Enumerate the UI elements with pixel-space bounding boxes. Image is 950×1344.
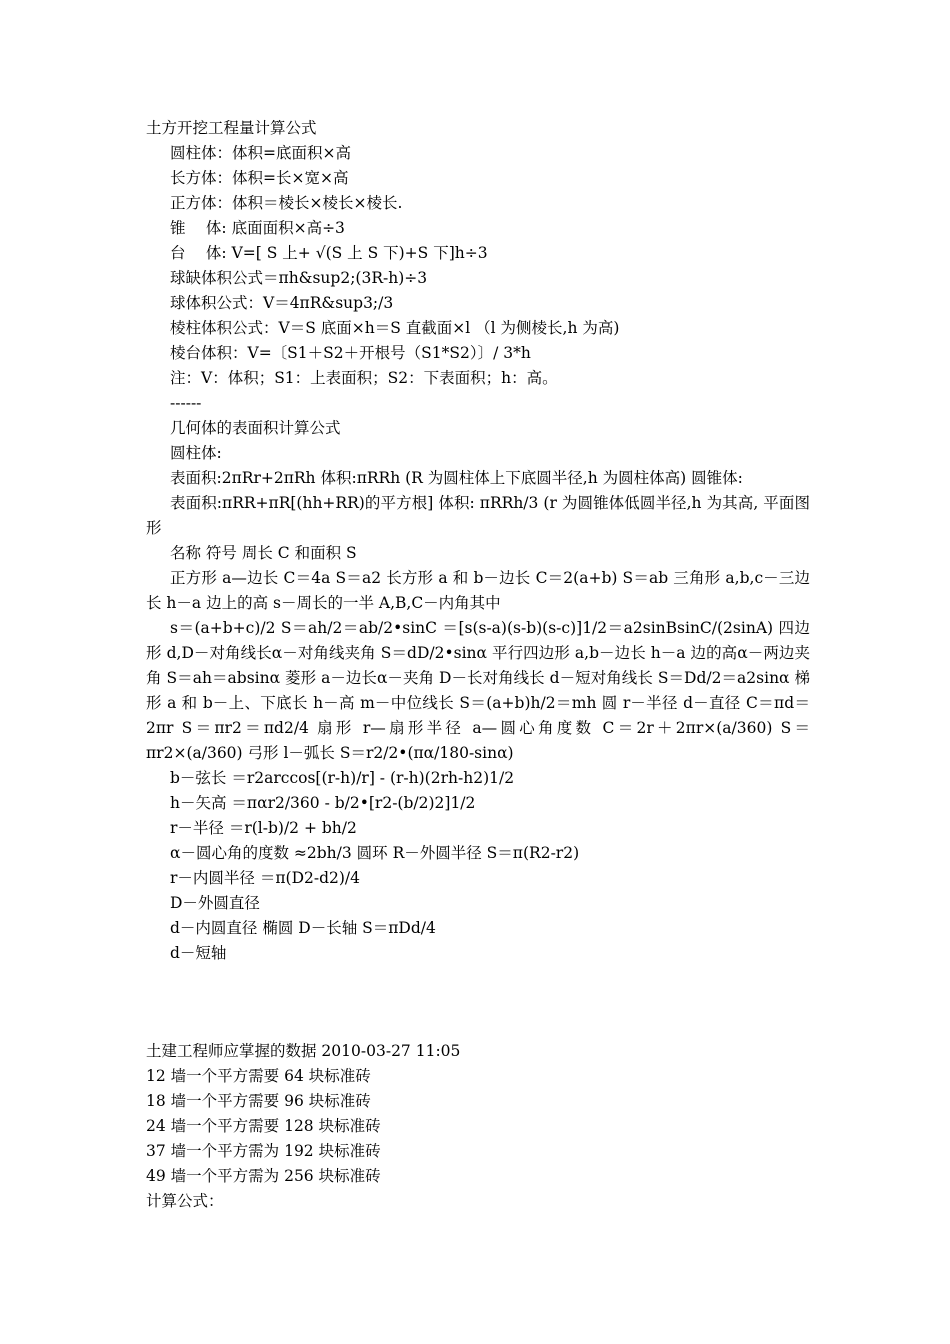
formula-line: α－圆心角的度数 ≈2bh/3 圆环 R－外圆半径 S＝π(R2-r2) xyxy=(170,844,580,862)
formula-paragraph: s＝(a+b+c)/2 S＝ah/2＝ab/2•sinC ＝[s(s-a)(s-b)(s-c)]1/2＝a2sinBsinC/(2sinA) 四边形 d,D－对角线长α－对角线夹角 S＝dD/2•sinα 平行四边形 a,b－边长 h－a 边的高α－两边夹角 S＝ah＝absinα 菱形 a－边长α－夹角 D－长对角线长 d－短对角线长 S＝Dd/2＝a2sinα 梯形 a 和 b－上、下底长 h－高 m－中位线长 S＝(a+b)h/2＝mh 圆 r－半径 d－直径 C＝πd＝2πr S＝πr2＝πd2/4 扇形 r—扇形半径 a—圆心角度数 C＝2r＋2πr×(a/360) S＝πr2×(a/360) 弓形 l－弧长 S＝r2/2•(πα/180-sinα) xyxy=(146,619,810,762)
formula-line: r－半径 ＝r(l-b)/2 + bh/2 xyxy=(170,819,357,837)
formula-line: 球缺体积公式＝πh&sup2;(3R-h)÷3 xyxy=(170,269,428,287)
formula-line: h－矢高 ＝παr2/360 - b/2•[r2-(b/2)2]1/2 xyxy=(170,794,476,812)
brick-data-line: 37 墙一个平方需为 192 块标准砖 xyxy=(146,1142,381,1160)
formula-line: D－外圆直径 xyxy=(170,894,260,912)
formula-line: r－内圆半径 ＝π(D2-d2)/4 xyxy=(170,869,361,887)
formula-line: 圆柱体: xyxy=(170,444,222,462)
formula-line: d－内圆直径 椭圆 D－长轴 S＝πDd/4 xyxy=(170,919,436,937)
formula-line: d－短轴 xyxy=(170,944,227,962)
brick-data-line: 18 墙一个平方需要 96 块标准砖 xyxy=(146,1092,371,1110)
formula-line: 长方体：体积=长×宽×高 xyxy=(170,169,349,187)
formula-line: 球体积公式：V＝4πR&sup3;/3 xyxy=(170,294,394,312)
formula-line: 圆柱体：体积=底面积×高 xyxy=(170,144,351,162)
note-line: 注：V：体积；S1：上表面积；S2：下表面积；h：高。 xyxy=(170,369,558,387)
formula-line: 棱柱体积公式：V＝S 底面×h＝S 直截面×l （l 为侧棱长,h 为高) xyxy=(170,319,620,337)
formula-line: 正方体：体积＝棱长×棱长×棱长. xyxy=(170,194,403,212)
formula-line: 棱台体积：V=〔S1＋S2＋开根号（S1*S2）〕/ 3*h xyxy=(170,344,531,362)
formula-paragraph: 正方形 a—边长 C＝4a S＝a2 长方形 a 和 b－边长 C＝2(a+b) S＝ab 三角形 a,b,c－三边长 h－a 边上的高 s－周长的一半 A,B,C－内角其中 xyxy=(146,569,810,612)
section-title: 土方开挖工程量计算公式 xyxy=(146,119,317,137)
subsection-title: 几何体的表面积计算公式 xyxy=(170,419,341,437)
section-title: 土建工程师应掌握的数据 2010-03-27 11:05 xyxy=(146,1042,461,1060)
formula-line: b－弦长 ＝r2arccos[(r-h)/r] - (r-h)(2rh-h2)1/2 xyxy=(170,769,515,787)
formula-paragraph: 表面积:πRR+πR[(hh+RR)的平方根] 体积: πRRh/3 (r 为圆锥体低圆半径,h 为其高, 平面图形 xyxy=(146,494,810,537)
formula-line: 台 体: V=[ S 上+ √(S 上 S 下)+S 下]h÷3 xyxy=(170,244,488,262)
civil-engineer-data-section xyxy=(146,1039,810,1214)
formula-heading: 计算公式： xyxy=(146,1192,224,1210)
brick-data-line: 49 墙一个平方需为 256 块标准砖 xyxy=(146,1167,381,1185)
brick-data-line: 12 墙一个平方需要 64 块标准砖 xyxy=(146,1067,371,1085)
formula-line: 锥 体: 底面面积×高÷3 xyxy=(170,219,345,237)
separator-line: ------ xyxy=(170,394,202,412)
brick-data-line: 24 墙一个平方需要 128 块标准砖 xyxy=(146,1117,381,1135)
formula-line: 表面积:2πRr+2πRh 体积:πRRh (R 为圆柱体上下底圆半径,h 为圆柱体高) 圆锥体: xyxy=(170,469,743,487)
table-header-line: 名称 符号 周长 C 和面积 S xyxy=(170,544,357,562)
excavation-formulas-section xyxy=(146,116,810,966)
